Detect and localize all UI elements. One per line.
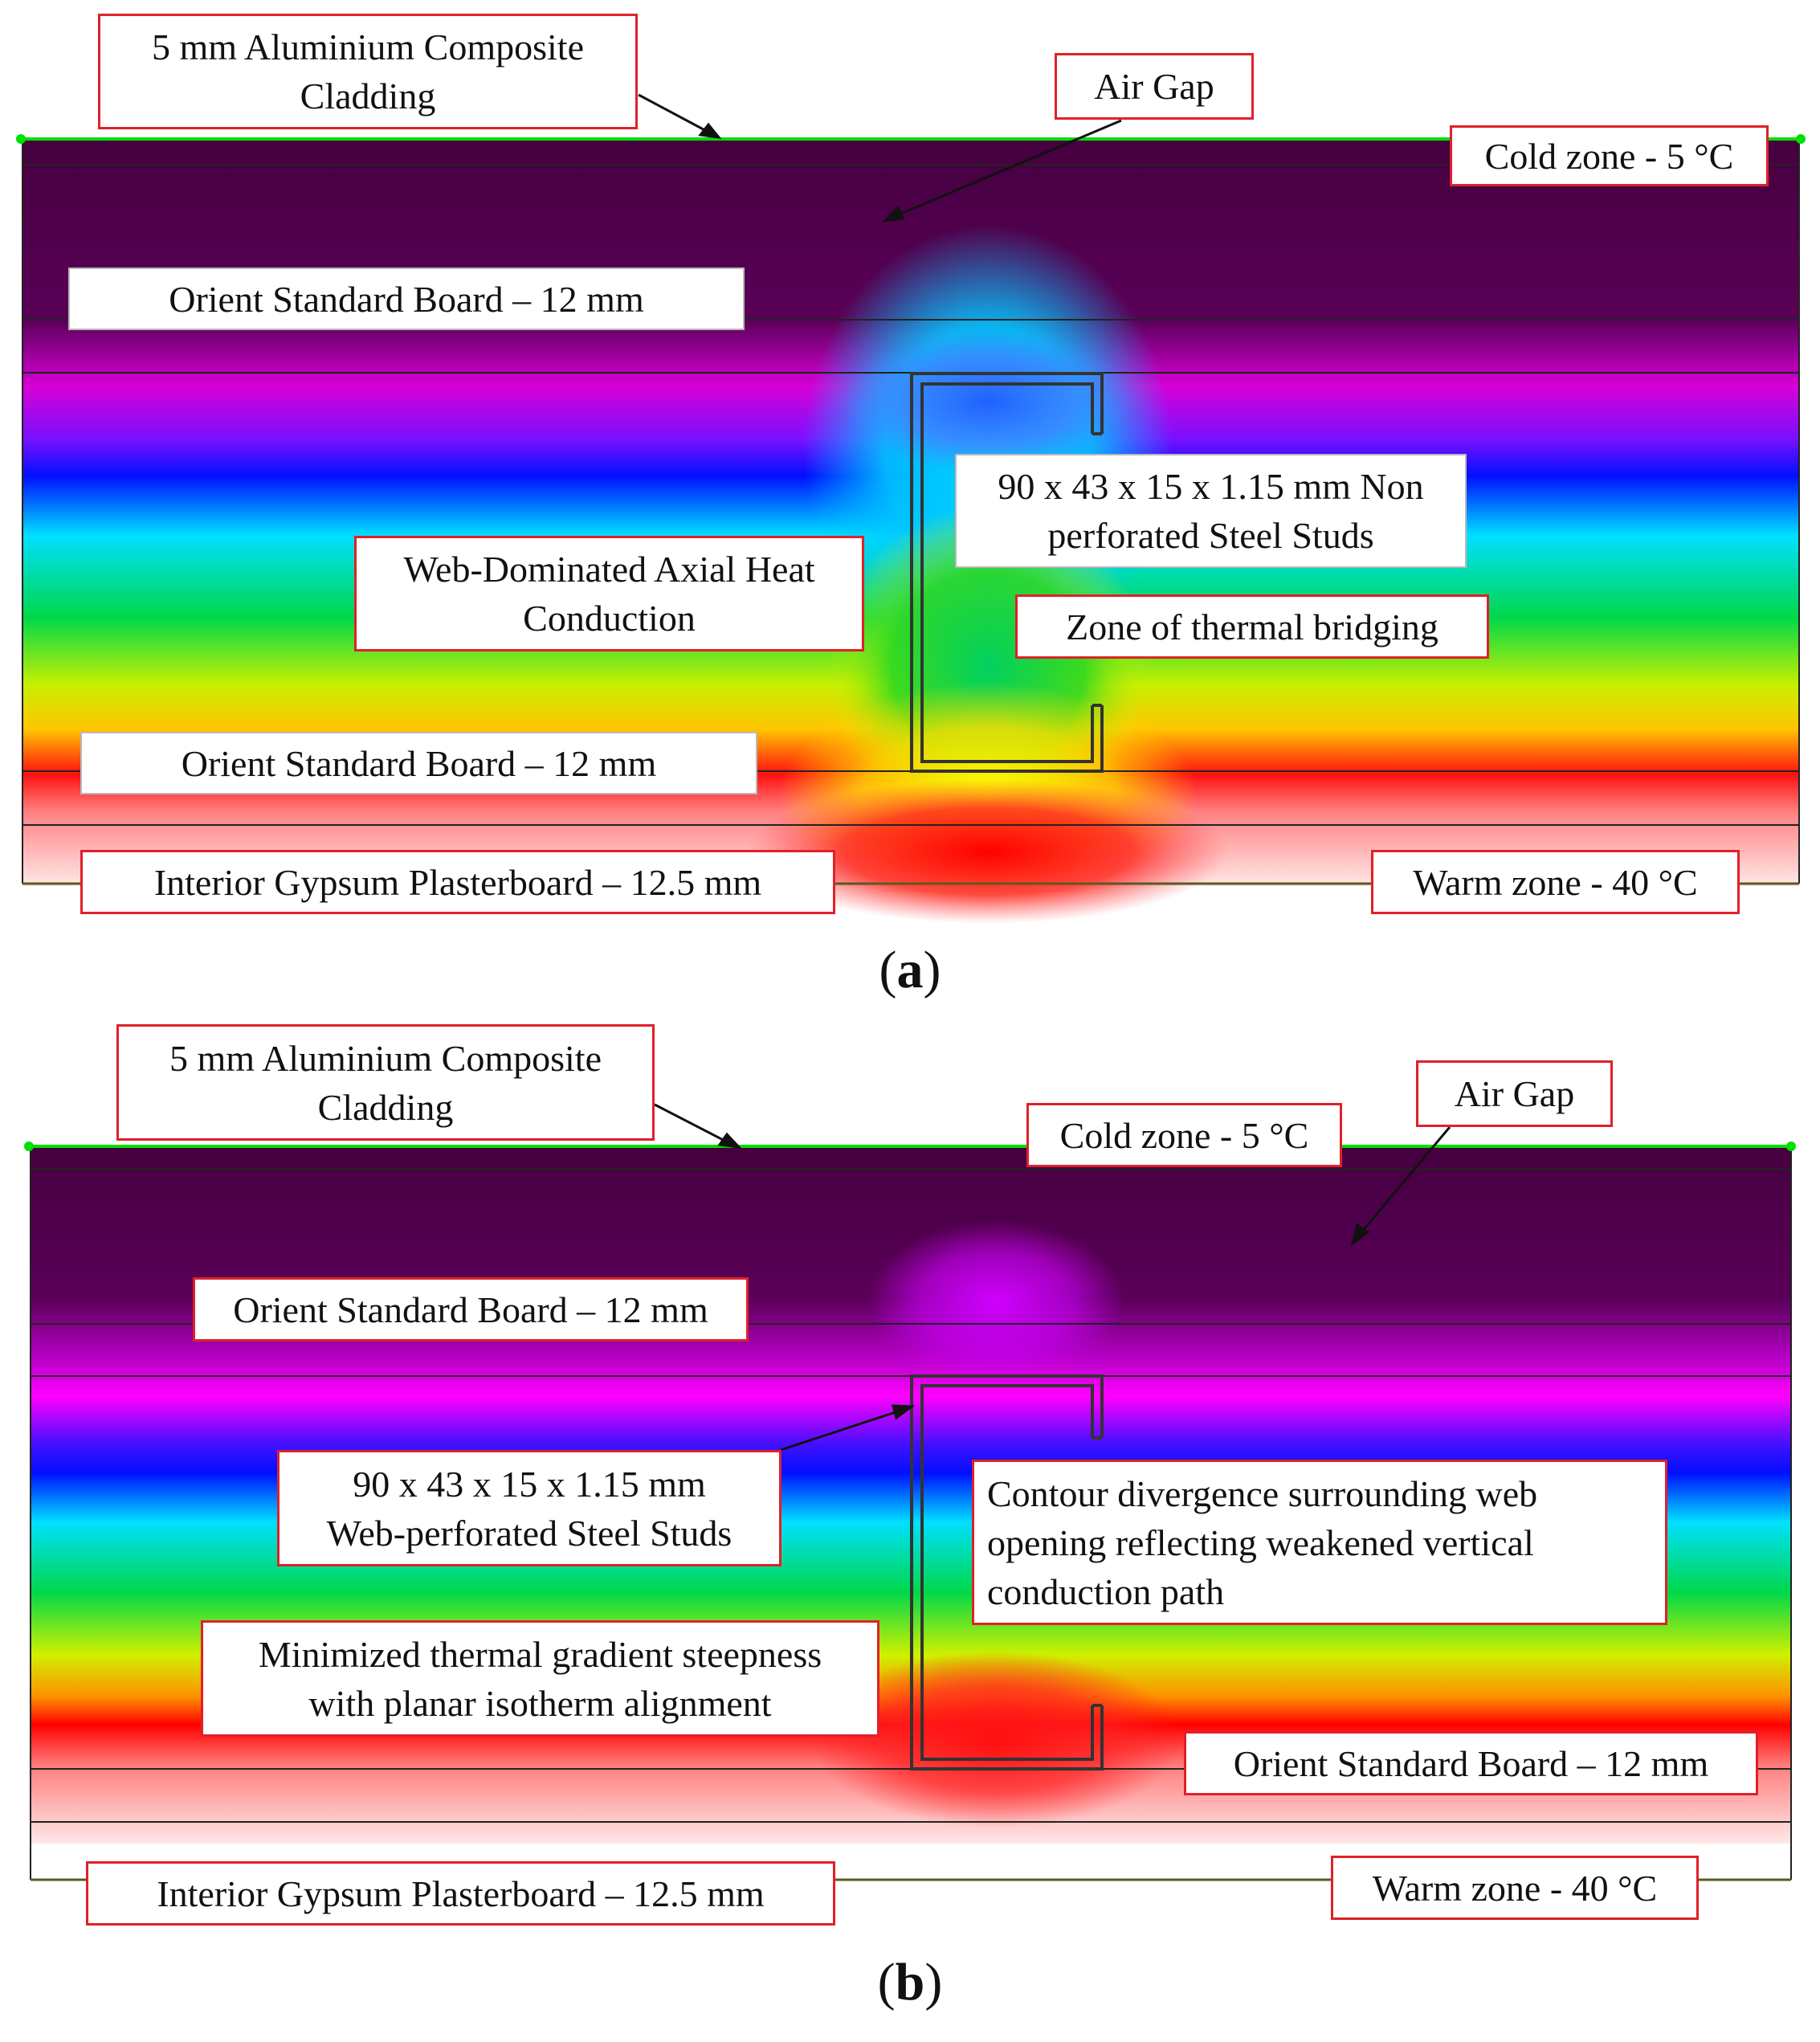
label-cold-zone: Cold zone - 5 °C <box>1450 125 1769 186</box>
label-divergence: Contour divergence surrounding web opening reflecting weakened vertical conduction path <box>972 1460 1667 1625</box>
label-air-gap: Air Gap <box>1416 1060 1613 1127</box>
label-web-conduction: Web-Dominated Axial Heat Conduction <box>354 536 864 651</box>
label-gradient: Minimized thermal gradient steepness with planar isotherm alignment <box>201 1620 879 1737</box>
panel-b <box>0 1020 1820 2042</box>
label-warm-zone: Warm zone - 40 °C <box>1331 1856 1699 1920</box>
label-gypsum: Interior Gypsum Plasterboard – 12.5 mm <box>80 850 835 914</box>
label-osb-top: Orient Standard Board – 12 mm <box>68 268 745 330</box>
label-gypsum: Interior Gypsum Plasterboard – 12.5 mm <box>86 1861 835 1926</box>
label-osb-bottom: Orient Standard Board – 12 mm <box>1184 1731 1758 1795</box>
label-cold-zone: Cold zone - 5 °C <box>1026 1103 1342 1167</box>
label-stud: 90 x 43 x 15 x 1.15 mm Non perforated Steel Studs <box>955 454 1467 568</box>
label-air-gap: Air Gap <box>1055 53 1254 120</box>
label-osb-bottom: Orient Standard Board – 12 mm <box>80 732 757 794</box>
label-osb-top: Orient Standard Board – 12 mm <box>193 1277 749 1342</box>
panel-a <box>0 0 1820 1020</box>
label-bridging: Zone of thermal bridging <box>1015 594 1489 659</box>
caption-b: (b) <box>877 1953 943 2011</box>
label-stud: 90 x 43 x 15 x 1.15 mm Web-perforated Steel Studs <box>277 1450 781 1566</box>
label-cladding: 5 mm Aluminium Composite Cladding <box>116 1024 655 1141</box>
label-warm-zone: Warm zone - 40 °C <box>1371 850 1740 914</box>
label-cladding: 5 mm Aluminium Composite Cladding <box>98 14 638 129</box>
caption-a: (a) <box>879 941 941 999</box>
